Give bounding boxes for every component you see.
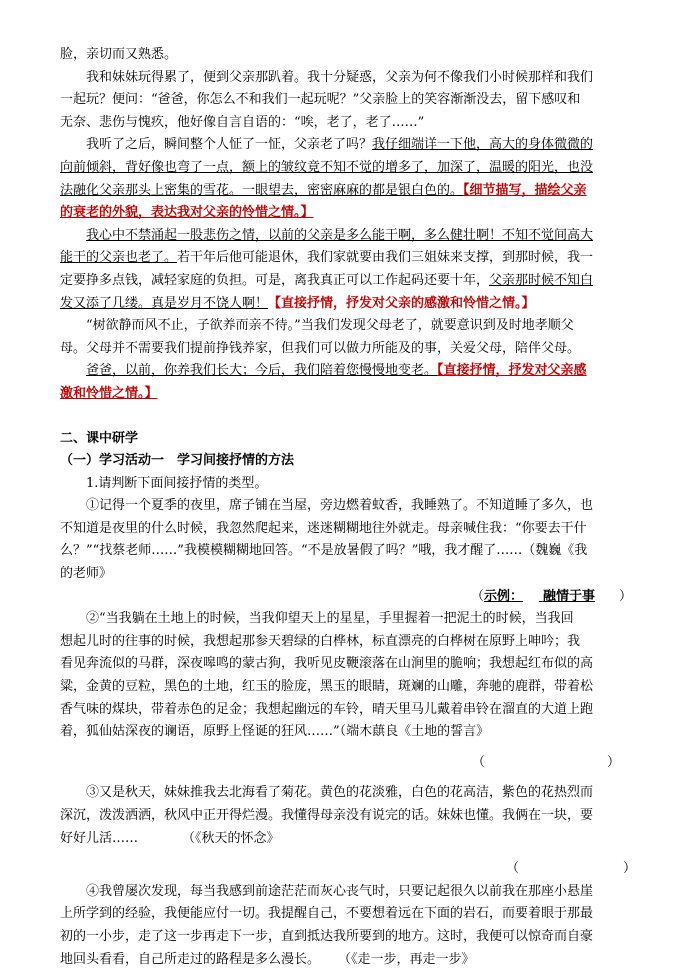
underlined-line: 向前倾斜，背好像也弯了一点，额上的皱纹竟不知不觉的增多了，加深了，温暖的阳光，也没 — [60, 159, 594, 175]
annotation-note: 激和怜惜之情。】 — [60, 385, 158, 401]
document-page — [60, 44, 637, 971]
annotation-note: 【直接抒情，抒发对父亲的感激和怜惜之情。】 — [268, 295, 535, 311]
question-text: 1.请判断下面间接抒情的类型。 — [86, 475, 268, 491]
exercise-line: 着，狐仙姑深夜的谰语，原野上怪诞的狂风……”（端木蕻良《土地的誓言》 — [60, 724, 490, 740]
annotation-note: 【细节描写，描绘父亲 — [463, 182, 587, 198]
exercise-line: 粱，金黄的豆粒，黑色的土地，红玉的脸庞，黑玉的眼睛，斑斓的山雕，奔驰的鹿群，带着松 — [60, 679, 594, 695]
exercise-line: 深沉，泼泼洒洒，秋风中正开得烂漫。我懂得母亲没有说完的话。妹妹也懂。我俩在一块，要 — [60, 808, 594, 823]
activity-title: （一）学习活动一 学习间接抒情的方法 — [60, 453, 295, 469]
paragraph-line: 母。父母并不需要我们提前挣钱养家，但我们可以做力所能及的事，关爱父母，陪伴父母。 — [60, 340, 581, 356]
exercise-line: 上所学到的经验，我便能应付一切。我提醒自己，不要想着远在下面的岩石，而要着眼于那最 — [60, 906, 594, 922]
underlined-line: 我心中不禁涌起一股悲伤之情，以前的父亲是多么能干啊，多么健壮啊！不知不觉间高大 — [86, 227, 594, 243]
section-title: 二、课中研学 — [60, 430, 139, 446]
exercise-line: ①记得一个夏季的夜里，席子铺在当屋，旁边燃着蚊香，我睡熟了。不知道睡了多久，也 — [86, 498, 594, 514]
exercise-line: 看见奔流似的马群，深夜嗥鸣的蒙古狗，我听见皮鞭滚落在山涧里的脆响；我想起红布似的高 — [60, 656, 594, 672]
answer-example: （示例： 融情于事 ） — [470, 588, 632, 604]
exercise-line: ②“当我躺在土地上的时候，当我仰望天上的星星，手里握着一把泥土的时候，当我回 — [86, 611, 574, 627]
answer-blank[interactable]: （ ） — [506, 861, 637, 877]
underlined-text: 法融化父亲那头上密集的雪花。一眼望去，密密麻麻的都是银白色的。 — [60, 182, 464, 198]
exercise-line: 想起儿时的往事的时候，我想起那参天碧绿的白桦林，标直漂亮的白桦树在原野上呻吟；我 — [60, 633, 581, 649]
exercise-line: 初的一小步，走了这一步再走下一步，直到抵达我所要到的地方。这时，我便可以惊奇而自豪 — [60, 928, 594, 944]
exercise-line: 香气味的煤块，带着赤色的足金；我想起幽远的车铃，晴天里马儿戴着串铃在溜直的大道上跑 — [60, 701, 594, 717]
source-citation: （《秋天的怀念》 — [182, 830, 280, 846]
answer-blank[interactable]: （ ） — [472, 754, 621, 770]
paragraph-line: 定要挣多点钱，减轻家庭的负担。可是，离我真正可以工作起码还要十年，父亲那时候不知白 — [60, 272, 594, 288]
paragraph-line — [60, 360, 632, 383]
paragraph-line — [60, 202, 632, 225]
underlined-text: 我仔细端详一下他，高大的身体微微的 — [372, 137, 594, 153]
exercise-line: 地回头看看，自己所走过的路程是多么漫长。 （《走一步，再走一步》 — [60, 951, 475, 967]
underlined-text: 能干的父亲也老了。 — [60, 250, 178, 266]
paragraph-line: 我和妹妹玩得累了，便到父亲那趴着。我十分疑惑，父亲为何不像我们小时候那样和我们 — [86, 69, 594, 85]
paragraph-line: 一起玩？便问：“爸爸，你怎么不和我们一起玩呢？”父亲脸上的笑容渐渐没去，留下感叹和 — [60, 92, 581, 108]
underlined-text: 爸爸，以前，你养我们长大；今后，我们陪着您慢慢地变老。 — [86, 363, 438, 379]
exercise-line: ④我曾屡次发现，每当我感到前途茫茫而灰心丧气时，只要记起很久以前我在那座小悬崖 — [86, 883, 594, 899]
paragraph-line: “树欲静而风不止，子欲养而亲不待。”当我们发现父母老了，就要意识到及时地孝顺父 — [86, 318, 574, 334]
paragraph-line — [60, 293, 632, 316]
paragraph-line — [60, 180, 632, 203]
paragraph-line: 无奈、悲伤与愧疚，他好像自言自语的：“唉，老了，老了……” — [60, 114, 425, 130]
paragraph-line: 能干的父亲也老了。若干年后他可能退休，我们家就要由我们三姐妹来支撑，到那时候，我一 — [60, 250, 594, 266]
exercise-line: 么？”“找蔡老师……”我模模糊糊地回答。“不是放暑假了吗？”哦，我才醒了……（魏巍《我 — [60, 543, 588, 559]
paragraph-line: 脸，亲切而又熟悉。 — [60, 47, 178, 62]
annotation-note: 的衰老的外貌，表达我对父亲的怜惜之情。】 — [60, 205, 314, 221]
exercise-line: ③又是秋天，妹妹推我去北海看了菊花。黄色的花淡雅，白色的花高洁，紫色的花热烈而 — [86, 785, 594, 801]
answer-example-value: 融情于事 — [542, 588, 595, 604]
source-citation: （《走一步，再走一步》 — [338, 951, 475, 967]
underlined-text: 父亲那时候不知白 — [489, 272, 594, 288]
answer-example-label: 示例： — [483, 588, 523, 604]
exercise-line: 好好儿活…… （《秋天的怀念》 — [60, 830, 280, 846]
underlined-text: 发又添了几缕。真是岁月不饶人啊！ — [60, 295, 269, 311]
exercise-line: 的老师》 — [60, 566, 113, 582]
paragraph-line — [60, 383, 632, 406]
exercise-line: 不知道是夜里的什么时候，我忽然爬起来，迷迷糊糊地往外就走。母亲喊住我：“你要去干什 — [60, 520, 587, 536]
paragraph-line: 我听了之后，瞬间整个人怔了一怔，父亲老了吗？我仔细端详一下他，高大的身体微微的 — [86, 137, 594, 153]
annotation-note: 【直接抒情，抒发对父亲感 — [437, 363, 587, 379]
